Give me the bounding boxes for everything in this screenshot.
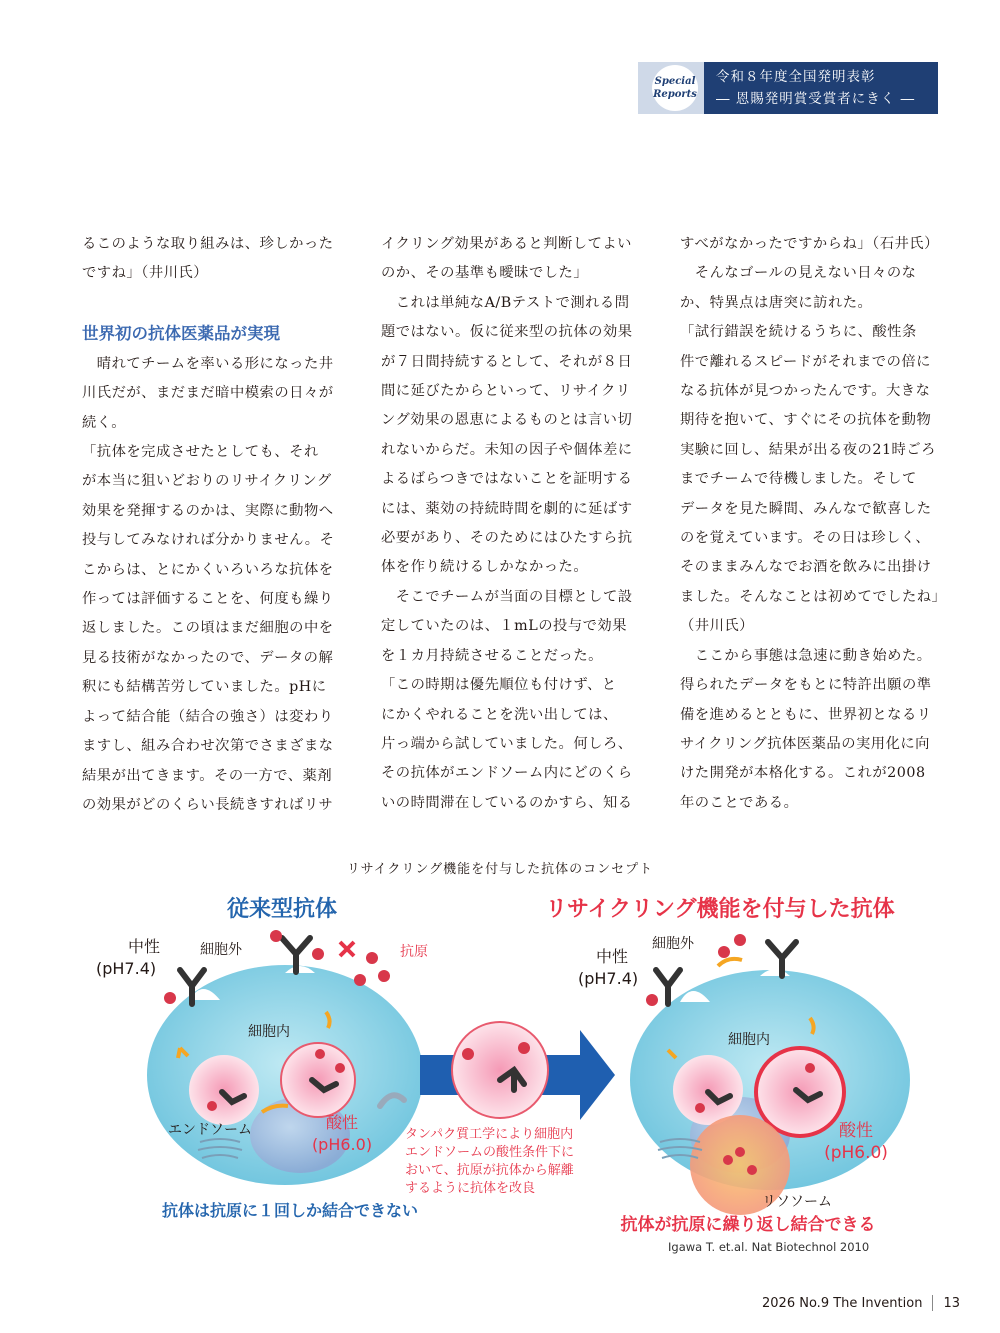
- magazine-name: The Invention: [833, 1295, 923, 1311]
- text-line: そんなゴールの見えない日々のな: [680, 265, 917, 282]
- neutral-ph-label: (pH7.4): [578, 969, 639, 988]
- text-line: の効果がどのくらい長続きすればリサ: [82, 796, 334, 813]
- text-line: これは単純なA/Bテストで測れる問: [381, 294, 630, 311]
- text-line: ここから事態は急速に動き始めた。: [680, 647, 932, 664]
- acidic-label: 酸性: [325, 1113, 359, 1132]
- antibody-concept-diagram: [0, 880, 1000, 1240]
- text-line: そこでチームが当面の目標として設: [381, 588, 633, 605]
- text-line: が本当に狙いどおりのリサイクリング: [82, 473, 332, 490]
- text-line: （井川氏）: [680, 618, 754, 635]
- text-line: のか、その基準も曖昧でした」: [381, 265, 589, 282]
- antigen-label: 抗原: [400, 944, 428, 960]
- special-reports-badge: [638, 62, 938, 114]
- page-number: 13: [943, 1295, 960, 1311]
- text-line: 晴れてチームを率いる形になった井: [82, 355, 334, 372]
- conventional-antibody-heading: 従来型抗体: [226, 897, 338, 922]
- text-line: 川氏だが、まだまだ暗中模索の日々が: [82, 385, 334, 402]
- figure-title: リサイクリング機能を付与した抗体のコンセプト: [346, 862, 654, 877]
- svg-text:するように抗体を改良: するように抗体を改良: [405, 1181, 536, 1196]
- neutral-ph-label: (pH7.4): [96, 959, 157, 978]
- text-line: 題ではない。仮に従来型の抗体の効果: [381, 324, 633, 341]
- recycling-cell: [630, 969, 910, 1215]
- extracellular-label: 細胞外: [652, 936, 694, 952]
- text-line: ますし、組み合わせ次第でさまざまな: [82, 738, 334, 755]
- lysosome-label: リソソーム: [762, 1194, 832, 1210]
- text-line: よって結合能（結合の強さ）は変わり: [82, 708, 334, 725]
- text-line: こからは、とにかくいろいろな抗体を: [82, 561, 334, 578]
- figure-citation: Igawa T. et.al. Nat Biotechnol 2010: [668, 1240, 870, 1254]
- text-line: ですね」（井川氏）: [82, 265, 209, 282]
- acidic-ph-label: (pH6.0): [824, 1143, 888, 1163]
- conventional-cell: [147, 965, 423, 1185]
- text-column-1: [82, 230, 344, 820]
- text-line: 年のことである。: [680, 794, 799, 811]
- text-line: よるばらつきではないことを証明する: [381, 471, 633, 488]
- text-line: を１カ月持続させることだった。: [381, 647, 603, 664]
- text-line: 返しました。この頃はまだ細胞の中を: [82, 620, 334, 637]
- badge-word-reports: Reports: [653, 89, 697, 100]
- engineering-note: [405, 1126, 574, 1196]
- text-line: 「試行錯誤を続けるうちに、酸性条: [680, 324, 917, 341]
- text-line: ました。そんなことは初めてでしたね」: [680, 588, 947, 605]
- text-line: までチームで待機しました。そして: [680, 471, 917, 488]
- svg-text:おいて、抗原が抗体から解離: おいて、抗原が抗体から解離: [405, 1163, 574, 1178]
- conventional-caption: 抗体は抗原に１回しか結合できない: [161, 1201, 419, 1220]
- issue-number: 2026 No.9: [762, 1295, 830, 1311]
- text-line: 期待を抱いて、すぐにその抗体を動物: [680, 412, 932, 429]
- text-line: 定していたのは、１mLの投与で効果: [381, 618, 628, 635]
- text-line: 投与してみなければ分かりません。そ: [82, 532, 335, 549]
- text-line: には、薬効の持続時間を劇的に延ばす: [381, 500, 633, 517]
- text-line: 「抗体を完成させたとしても、それ: [82, 444, 319, 461]
- text-line: その抗体がエンドソーム内にどのくら: [381, 765, 633, 782]
- text-line: 「この時期は優先順位も付けず、と: [381, 677, 617, 694]
- text-line: けた開発が本格化する。これが2008: [680, 765, 926, 782]
- blocked-x-icon: [340, 942, 354, 956]
- text-line: なる抗体が見つかったんです。大きな: [680, 383, 931, 400]
- text-line: のを覚えています。その日は珍しく、: [680, 530, 931, 547]
- acidic-ph-label: (pH6.0): [311, 1135, 373, 1154]
- special-reports-logo: [652, 65, 698, 111]
- text-line: 釈にも結構苦労していました。pHに: [82, 679, 327, 696]
- badge-title-line1: 令和８年度全国発明表彰: [716, 69, 876, 85]
- badge-word-special: Special: [654, 76, 696, 87]
- text-line: 見る技術がなかったので、データの解: [82, 649, 334, 666]
- text-line: すべがなかったですからね」（石井氏）: [680, 236, 939, 252]
- badge-title-line2: ― 恩賜発明賞受賞者にきく ―: [716, 91, 916, 107]
- page-footer: [762, 1295, 960, 1311]
- recycling-caption: 抗体が抗原に繰り返し結合できる: [620, 1215, 876, 1235]
- text-line: そのままみんなでお酒を飲みに出掛け: [680, 559, 932, 576]
- column-1-body-lines: [82, 350, 344, 821]
- endosome-label: エンドソーム: [168, 1122, 252, 1138]
- extracellular-label: 細胞外: [200, 942, 242, 958]
- acidic-label: 酸性: [839, 1121, 873, 1141]
- text-line: 得られたデータをもとに特許出願の準: [680, 677, 932, 694]
- badge-logo-area: [638, 62, 704, 114]
- text-line: いの時間滞在しているのかすら、知る: [381, 794, 633, 811]
- text-line: 件で離れるスピードがそれまでの倍に: [680, 353, 931, 370]
- text-line: れないからだ。未知の因子や個体差に: [381, 441, 633, 458]
- neutral-label: 中性: [128, 937, 161, 956]
- text-line: 作っては評価することを、何度も繰り: [82, 591, 334, 608]
- svg-text:タンパク質工学により細胞内: タンパク質工学により細胞内: [405, 1127, 574, 1142]
- zoom-endosome: [452, 1022, 548, 1118]
- text-column-2: [381, 230, 643, 818]
- text-line: 結果が出てきます。その一方で、薬剤: [82, 767, 333, 784]
- text-line: 片っ端から試していました。何しろ、: [381, 735, 633, 752]
- recycling-antibody-heading: リサイクリング機能を付与した抗体: [545, 897, 895, 922]
- text-line: ング効果の恩恵によるものとは言い切: [381, 412, 633, 429]
- svg-text:エンドソームの酸性条件下に: エンドソームの酸性条件下に: [405, 1145, 575, 1160]
- text-line: データを見た瞬間、みんなで歓喜した: [680, 500, 932, 517]
- text-line: るこのような取り組みは、珍しかった: [82, 236, 334, 252]
- intracellular-label: 細胞内: [248, 1024, 290, 1040]
- text-line: にかくやれることを洗い出しては、: [381, 706, 618, 723]
- text-line: 実験に回し、結果が出る夜の21時ごろ: [680, 441, 936, 458]
- section-heading: 世界初の抗体医薬品が実現: [82, 323, 280, 343]
- column-1-intro-lines: [82, 230, 344, 289]
- text-line: 続く。: [82, 414, 127, 431]
- text-line: 効果を発揮するのかは、実際に動物へ: [82, 502, 334, 519]
- neutral-label: 中性: [596, 947, 629, 966]
- text-line: 備を進めるとともに、世界初となるリ: [680, 706, 932, 723]
- text-line: イクリング効果があると判断してよい: [381, 236, 632, 252]
- text-line: が７日間持続するとして、それが８日: [381, 353, 633, 370]
- text-line: 体を作り続けるしかなかった。: [381, 559, 589, 576]
- text-line: 必要があり、そのためにはひたすら抗: [381, 530, 633, 547]
- badge-title-area: [704, 62, 938, 114]
- text-line: サイクリング抗体医薬品の実用化に向: [680, 735, 930, 752]
- intracellular-label: 細胞内: [728, 1032, 770, 1048]
- text-line: 間に延びたからといって、リサイクリ: [381, 383, 631, 400]
- text-line: か、特異点は唐突に訪れた。: [680, 294, 873, 311]
- footer-divider: [932, 1295, 933, 1311]
- text-column-3: [680, 230, 947, 818]
- orange-arrow: [718, 959, 742, 966]
